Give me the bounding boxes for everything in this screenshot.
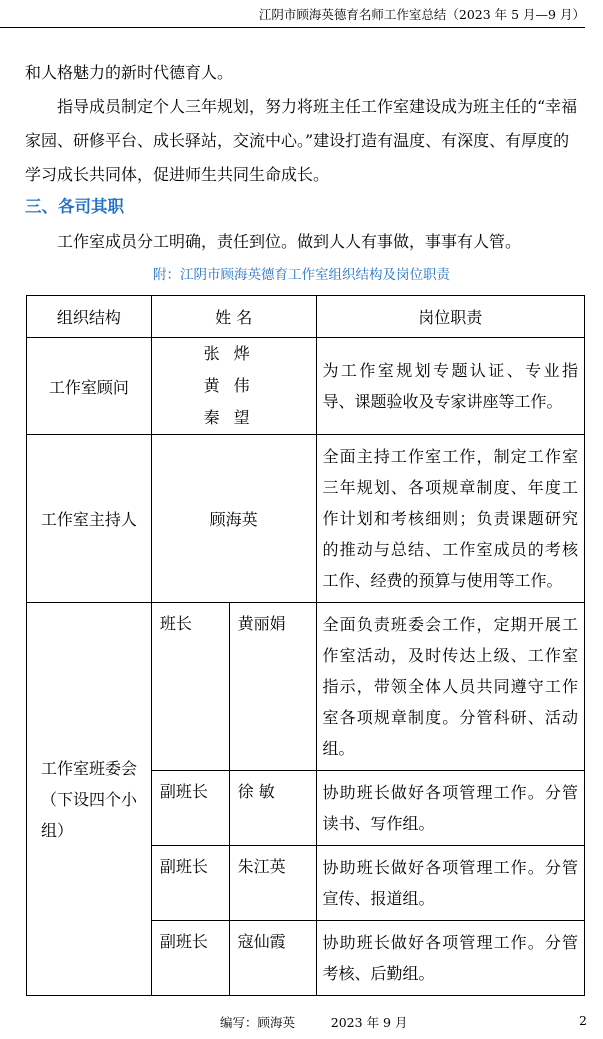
header-structure: 组织结构	[27, 296, 152, 338]
member-name: 寇仙霞	[229, 921, 316, 996]
host-name: 顾海英	[151, 435, 316, 603]
member-name: 徐 敏	[229, 771, 316, 846]
position-monitor: 班长	[151, 603, 229, 771]
page-header	[0, 0, 585, 28]
duty-vice: 协助班长做好各项管理工作。分管宣传、报道组。	[316, 846, 584, 921]
advisor-name: 张烨	[203, 344, 264, 363]
header-duty: 岗位职责	[316, 296, 584, 338]
page-number: 2	[579, 1013, 587, 1028]
footer-date: 2023 年 9 月	[330, 1015, 408, 1030]
duty-monitor: 全面负责班委会工作，定期开展工作室活动，及时传达上级、工作室指示，带领全体人员共同遵守工作室各项规章制度。分管科研、活动组。	[316, 603, 584, 771]
duty-vice: 协助班长做好各项管理工作。分管考核、后勤组。	[316, 921, 584, 996]
page-footer	[220, 1013, 407, 1031]
advisor-name: 黄伟	[203, 376, 264, 395]
paragraph-plan: 指导成员制定个人三年规划，努力将班主任工作室建设成为班主任的“幸福家园、研修平台、成长驿站，交流中心。”建设打造有温度、有深度、有厚度的学习成长共同体，促进师生共同生命成长。	[25, 97, 578, 184]
header-name: 姓 名	[151, 296, 316, 338]
table-header-row	[27, 296, 585, 338]
table-row-monitor	[27, 603, 585, 771]
position-vice: 副班长	[151, 846, 229, 921]
position-vice: 副班长	[151, 921, 229, 996]
duty-host: 全面主持工作室工作，制定工作室三年规划、各项规章制度、年度工作计划和考核细则；负责课题研究的推动与总结、工作室成员的考核工作、经费的预算与使用等工作。	[316, 435, 584, 603]
header-title: 江阴市顾海英德育名师工作室总结（2023 年 5 月—9 月）	[258, 7, 585, 22]
paragraph-continued: 和人格魅力的新时代德育人。	[25, 63, 234, 82]
duty-vice: 协助班长做好各项管理工作。分管读书、写作组。	[316, 771, 584, 846]
paragraph-division: 工作室成员分工明确，责任到位。做到人人有事做，事事有人管。	[57, 232, 522, 251]
role-host: 工作室主持人	[27, 435, 152, 603]
member-name: 黄丽娟	[229, 603, 316, 771]
role-committee: 工作室班委会（下设四个小组）	[27, 603, 152, 996]
advisor-names	[151, 338, 316, 435]
table-caption: 附：江阴市顾海英德育工作室组织结构及岗位职责	[153, 267, 450, 283]
role-advisor: 工作室顾问	[27, 338, 152, 435]
advisor-name: 秦望	[203, 408, 264, 427]
member-name: 朱江英	[229, 846, 316, 921]
section-heading: 三、各司其职	[25, 197, 124, 216]
duty-advisor: 为工作室规划专题认证、专业指导、课题验收及专家讲座等工作。	[316, 338, 584, 435]
position-vice: 副班长	[151, 771, 229, 846]
table-row-advisor	[27, 338, 585, 435]
footer-author: 编写：顾海英	[220, 1015, 296, 1030]
table-row-host	[27, 435, 585, 603]
org-structure-table	[26, 295, 585, 996]
